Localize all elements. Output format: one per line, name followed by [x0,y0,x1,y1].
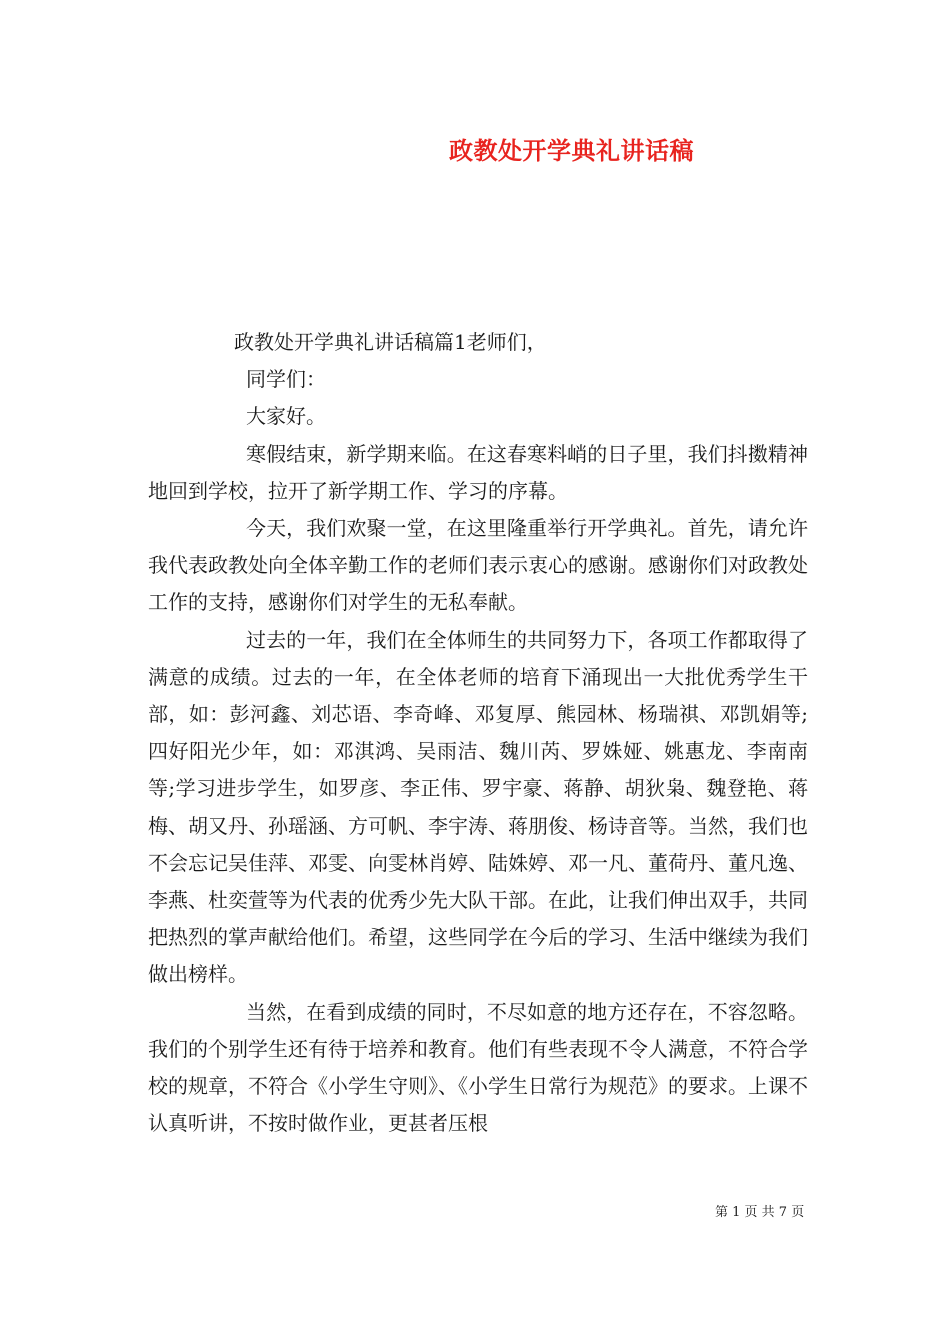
paragraph-intro: 政教处开学典礼讲话稿篇1老师们， [234,330,547,354]
document-body [148,324,808,1142]
paragraph-achievements: 过去的一年，我们在全体师生的共同努力下，各项工作都取得了满意的成绩。过去的一年，在全体老师的培育下涌现出一大批优秀学生干部，如：彭河鑫、刘芯语、李奇峰、邓复厚、熊园林、杨瑞祺、邓凯娟等;四好阳光少年，如：邓淇鸿、吴雨洁、魏川芮、罗姝娅、姚惠龙、李南南等;学习进步学生，如罗彦、李正伟、罗宇豪、蒋静、胡狄枭、魏登艳、蒋梅、胡又丹、孙瑶涵、方可帆、李宇涛、蒋朋俊、杨诗音等。当然，我们也不会忘记吴佳萍、邓雯、向雯林肖婷、陆姝婷、邓一凡、董荷丹、董凡逸、李燕、杜奕萱等为代表的优秀少先大队干部。在此，让我们伸出双手，共同把热烈的掌声献给他们。希望，这些同学在今后的学习、生活中继续为我们做出榜样。 [148,627,808,987]
page-indicator: 第 1 页 共 7 页 [715,1205,805,1220]
paragraph-greeting-students: 同学们： [246,367,326,392]
paragraph-shortcomings: 当然，在看到成绩的同时，不尽如意的地方还存在，不容忽略。我们的个别学生还有待于培养和教育。他们有些表现不令人满意，不符合学校的规章，不符合《小学生守则》、《小学生日常行为规范》的要求。上课不认真听讲，不按时做作业，更甚者压根 [148,999,808,1136]
paragraph-greeting-all: 大家好。 [246,404,326,429]
paragraph-thanks: 今天，我们欢聚一堂，在这里隆重举行开学典礼。首先，请允许我代表政教处向全体辛勤工作的老师们表示衷心的感谢。感谢你们对政教处工作的支持，感谢你们对学生的无私奉献。 [148,516,808,615]
paragraph-winter-break: 寒假结束，新学期来临。在这春寒料峭的日子里，我们抖擞精神地回到学校，拉开了新学期工作、学习的序幕。 [148,441,808,503]
document-title: 政教处开学典礼讲话稿 [449,136,694,165]
